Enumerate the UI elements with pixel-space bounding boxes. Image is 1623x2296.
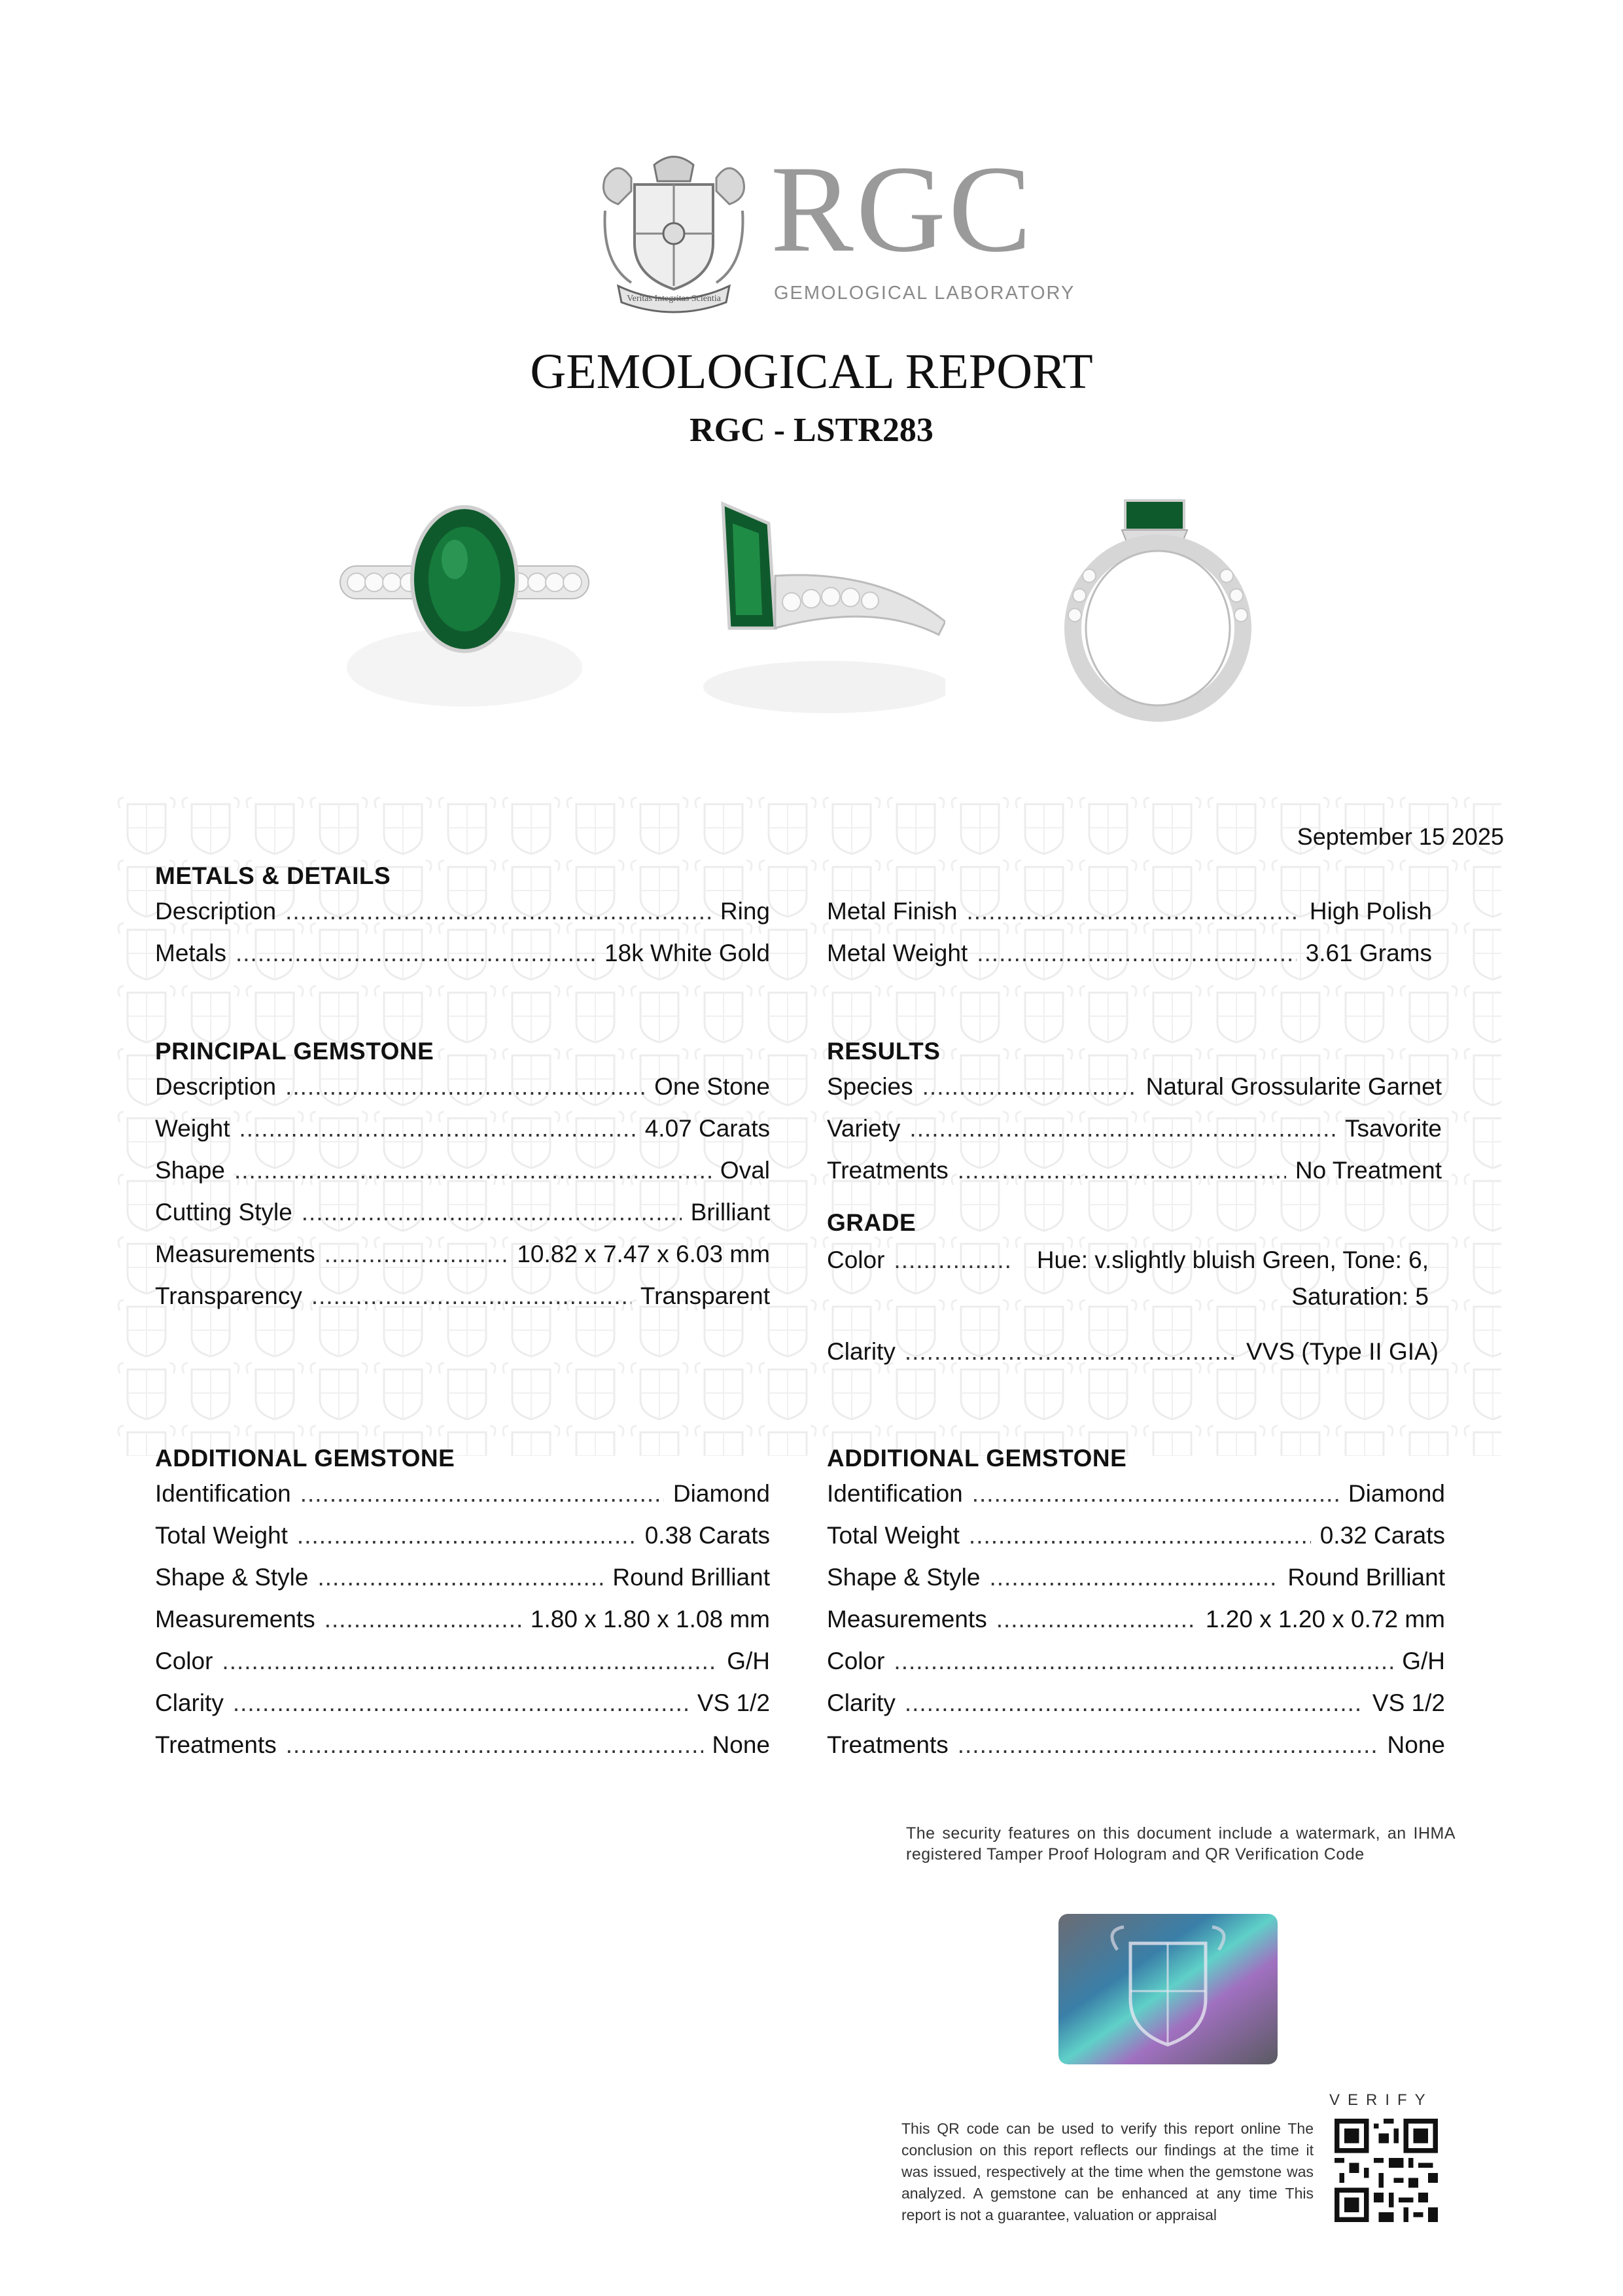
row-value: One Stone bbox=[654, 1073, 770, 1100]
additional-row bbox=[155, 1731, 770, 1773]
additional-row bbox=[155, 1564, 770, 1606]
grade-row bbox=[827, 1246, 1429, 1283]
additional-gemstone-right-heading: ADDITIONAL GEMSTONE bbox=[827, 1445, 1127, 1472]
row-label: Metals bbox=[155, 940, 226, 966]
row-value: High Polish bbox=[1309, 898, 1432, 925]
row-value: Ring bbox=[720, 898, 770, 925]
additional-gemstone-right-list bbox=[827, 1480, 1445, 1773]
results-row bbox=[827, 1073, 1442, 1115]
row-label: Identification bbox=[827, 1480, 963, 1507]
metals-left-list bbox=[155, 898, 770, 981]
row-label: Shape & Style bbox=[827, 1564, 981, 1591]
additional-row bbox=[155, 1689, 770, 1731]
security-features-note: The security features on this document include a watermark, an IHMA registered Tamper Proof Hologram and QR Verification Code bbox=[906, 1824, 1456, 1863]
row-value: None bbox=[712, 1731, 770, 1758]
row-label: Clarity bbox=[827, 1689, 896, 1716]
additional-row bbox=[155, 1522, 770, 1564]
grade-heading: GRADE bbox=[827, 1209, 916, 1236]
report-date: September 15 2025 bbox=[1297, 823, 1504, 850]
additional-row bbox=[827, 1480, 1445, 1522]
row-value: Round Brilliant bbox=[612, 1564, 770, 1591]
additional-row bbox=[827, 1522, 1445, 1564]
row-label: Shape bbox=[155, 1157, 225, 1184]
additional-gemstone-left-heading: ADDITIONAL GEMSTONE bbox=[155, 1445, 455, 1472]
row-label: Measurements bbox=[155, 1241, 315, 1267]
row-label: Measurements bbox=[155, 1606, 315, 1633]
row-value: Natural Grossularite Garnet bbox=[1145, 1073, 1442, 1100]
row-value: 0.32 Carats bbox=[1319, 1522, 1445, 1549]
row-label: Color bbox=[827, 1246, 885, 1273]
row-label: Variety bbox=[827, 1115, 901, 1142]
additional-row bbox=[155, 1606, 770, 1648]
row-label: Treatments bbox=[827, 1731, 949, 1758]
row-label: Weight bbox=[155, 1115, 230, 1142]
row-value: 0.38 Carats bbox=[644, 1522, 770, 1549]
additional-row bbox=[827, 1564, 1445, 1606]
row-value: 18k White Gold bbox=[604, 940, 770, 966]
metals-right-list bbox=[827, 898, 1432, 981]
grade-color-row bbox=[827, 1246, 1429, 1311]
row-label: Shape & Style bbox=[155, 1564, 309, 1591]
row-label: Color bbox=[155, 1648, 213, 1674]
ring-photo-profile-view bbox=[1030, 497, 1292, 723]
row-value: Diamond bbox=[672, 1480, 770, 1507]
row-value: 4.07 Carats bbox=[644, 1115, 770, 1142]
principal-gemstone-list bbox=[155, 1073, 770, 1324]
row-value: Brilliant bbox=[690, 1199, 770, 1226]
metals-row bbox=[155, 940, 770, 981]
row-label: Measurements bbox=[827, 1606, 987, 1633]
grade-saturation-value: Saturation: 5 bbox=[1291, 1283, 1429, 1310]
row-value: Round Brilliant bbox=[1287, 1564, 1445, 1591]
principal-row bbox=[155, 1157, 770, 1199]
row-label: Description bbox=[155, 898, 277, 925]
results-heading: RESULTS bbox=[827, 1038, 941, 1065]
row-label: Color bbox=[827, 1648, 885, 1674]
grade-color-value: Hue: v.slightly bluish Green, Tone: 6, bbox=[1036, 1246, 1429, 1273]
principal-row bbox=[155, 1282, 770, 1324]
row-label: Metal Finish bbox=[827, 898, 958, 925]
qr-verification-code[interactable] bbox=[1335, 2119, 1438, 2222]
additional-row bbox=[155, 1648, 770, 1689]
row-label: Clarity bbox=[155, 1689, 224, 1716]
row-label: Total Weight bbox=[155, 1522, 288, 1549]
row-label: Identification bbox=[155, 1480, 291, 1507]
row-label: Clarity bbox=[827, 1338, 896, 1365]
row-value: Tsavorite bbox=[1344, 1115, 1442, 1142]
row-value: None bbox=[1387, 1731, 1445, 1758]
results-list bbox=[827, 1073, 1442, 1199]
tamper-proof-hologram bbox=[1058, 1914, 1278, 2064]
report-number: RGC - LSTR283 bbox=[689, 412, 934, 449]
grade-clarity-row bbox=[827, 1338, 1439, 1375]
metals-row bbox=[827, 940, 1432, 981]
rgc-logo-subtitle: GEMOLOGICAL LABORATORY bbox=[774, 283, 1075, 304]
row-value: 10.82 x 7.47 x 6.03 mm bbox=[517, 1241, 770, 1267]
row-value: VS 1/2 bbox=[1372, 1689, 1445, 1716]
row-value: 1.20 x 1.20 x 0.72 mm bbox=[1205, 1606, 1445, 1633]
row-value: Oval bbox=[720, 1157, 770, 1184]
rgc-crest-logo bbox=[592, 152, 756, 314]
additional-row bbox=[827, 1606, 1445, 1648]
row-label: Cutting Style bbox=[155, 1199, 292, 1226]
row-label: Treatments bbox=[827, 1157, 949, 1184]
rgc-logo-wordmark: RGC bbox=[771, 141, 1034, 278]
row-value: 3.61 Grams bbox=[1305, 940, 1432, 966]
metals-row bbox=[827, 898, 1432, 940]
additional-gemstone-left-list bbox=[155, 1480, 770, 1773]
row-value: VVS (Type II GIA) bbox=[1246, 1338, 1439, 1365]
ring-photo-top-view bbox=[334, 497, 595, 723]
verify-label: VERIFY bbox=[1329, 2091, 1433, 2109]
results-row bbox=[827, 1157, 1442, 1199]
qr-disclaimer-text: This QR code can be used to verify this report online The conclusion on this report reflects our findings at the time it was issued, respectively at the time when the gemstone was analyzed. A gemstone can be enhanced at any time This report is not a guarantee, valuation or appraisal bbox=[901, 2120, 1314, 2223]
principal-gemstone-heading: PRINCIPAL GEMSTONE bbox=[155, 1038, 434, 1065]
row-value: Diamond bbox=[1348, 1480, 1445, 1507]
row-value: VS 1/2 bbox=[697, 1689, 770, 1716]
results-row bbox=[827, 1115, 1442, 1157]
additional-row bbox=[155, 1480, 770, 1522]
row-label: Treatments bbox=[155, 1731, 277, 1758]
row-value: G/H bbox=[727, 1648, 770, 1674]
principal-row bbox=[155, 1115, 770, 1157]
additional-row bbox=[827, 1648, 1445, 1689]
row-value: No Treatment bbox=[1295, 1157, 1442, 1184]
crest-motto-text: Veritas Integritas Scientia bbox=[627, 294, 721, 304]
row-label: Species bbox=[827, 1073, 913, 1100]
report-title: GEMOLOGICAL REPORT bbox=[530, 344, 1093, 399]
principal-row bbox=[155, 1073, 770, 1115]
grade-row bbox=[827, 1338, 1439, 1375]
row-value: Transparent bbox=[640, 1282, 770, 1309]
additional-row bbox=[827, 1731, 1445, 1773]
row-value: G/H bbox=[1402, 1648, 1445, 1674]
row-label: Metal Weight bbox=[827, 940, 968, 966]
metals-details-heading: METALS & DETAILS bbox=[155, 862, 391, 889]
row-value: 1.80 x 1.80 x 1.08 mm bbox=[530, 1606, 770, 1633]
principal-row bbox=[155, 1199, 770, 1241]
row-label: Description bbox=[155, 1073, 277, 1100]
row-label: Total Weight bbox=[827, 1522, 960, 1549]
additional-row bbox=[827, 1689, 1445, 1731]
row-label: Transparency bbox=[155, 1282, 302, 1309]
ring-photo-side-view bbox=[684, 497, 945, 723]
metals-row bbox=[155, 898, 770, 940]
principal-row bbox=[155, 1241, 770, 1282]
